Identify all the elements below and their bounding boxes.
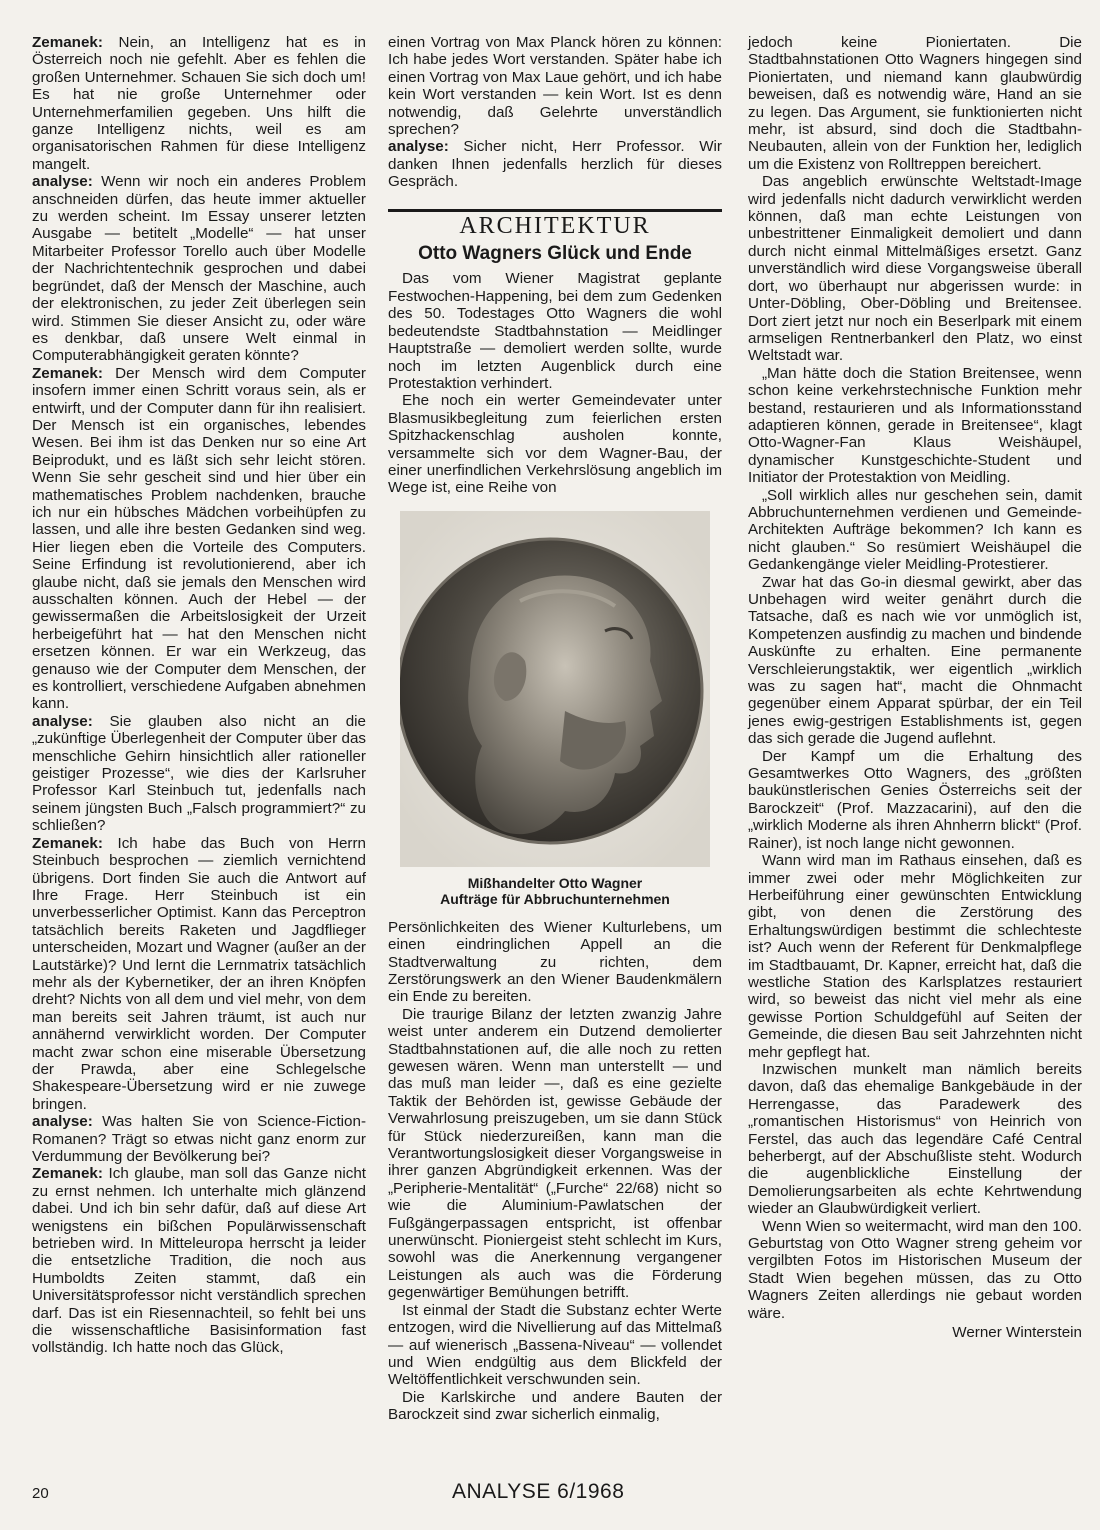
speaker-label: Zemanek: — [32, 834, 103, 852]
page-number: 20 — [32, 1485, 49, 1502]
article-paragraph: „Man hätte doch die Station Breitensee, wenn schon keine verkehrstechnische Funktion mehr bestand, restaurieren und als Informationsstand adaptieren können, gerade in Breitensee“, klagt Otto-Wagner-Fan Klaus Weishäupel, dynamischer Kunstgeschichte-Student und Initiator der Protestaktion von Meidling. — [748, 364, 1082, 487]
interview-paragraph — [32, 1165, 366, 1356]
caption-line-1: Mißhandelter Otto Wagner — [467, 874, 643, 891]
interview-paragraph — [32, 365, 366, 713]
article-paragraph: Ehe noch ein werter Gemeindevater unter Blasmusikbegleitung zum feierlichen ersten Spitzhackenschlag ausholen konnte, versammelte sich vor dem Wagner-Bau, der einer unerfindlichen Verkehrslösung angeblich im Wege ist, eine Reihe von — [388, 392, 722, 497]
architecture-column — [388, 34, 722, 1424]
paragraph-text: Ich glaube, man soll das Ganze nicht zu ernst nehmen. Ich unterhalte mich glänzend dabei. Und ich bin sehr dafür, daß auf diese Art wenigstens ein bißchen Populärwissenschaft betrieben wird. In Mitteleuropa herrscht ja leider die entsetzliche Tradition, die noch aus Humboldts Zeiten stammt, daß ein Universitätsprofessor nicht verständlich sprechen darf. Das ist ein Riesennachteil, so fehlt bei uns die wissenschaftliche Basisinformation fast vollständig. Ich hatte noch das Glück, — [32, 1165, 366, 1357]
medallion-portrait-image — [400, 511, 710, 867]
article-body-col3 — [748, 34, 1082, 1341]
interview-paragraph — [388, 138, 722, 190]
speaker-label: analyse: — [32, 1113, 93, 1131]
article-paragraph: Das vom Wiener Magistrat geplante Festwochen-Happening, bei dem zum Gedenken des 50. Todestages Otto Wagners die wohl bedeutendste Stadtbahnstation — Meidlinger Hauptstraße — demoliert werden sollte, wurde noch im letzten Augenblick durch eine Protestaktion verhindert. — [388, 270, 722, 392]
interview-column — [32, 34, 366, 1357]
article-paragraph: „Soll wirklich alles nur geschehen sein, damit Abbruchunternehmen verdienen und Gemeinde-Architekten Aufträge bekommen? Ich kann es nicht glauben.“ So resümiert Weishäupel die Gedankengänge vieler Meidling-Protestierer. — [748, 486, 1082, 574]
paragraph-text: Wenn wir noch ein anderes Problem anschneiden dürfen, das heute immer aktueller zu werden scheint. Im Essay unserer letzten Ausgabe — betitelt „Modelle“ — hat unser Mitarbeiter Professor Torello auch über Modelle der Nachrichtentechnik gesprochen und dabei begründet, daß der Mensch der Maschine, auch der elektronischen, zu jeder Zeit überlegen sein wird. Stimmen Sie dieser Ansicht zu, oder wäre es denkbar, daß unsere Welt einmal in Computerabhängigkeit geraten könnte? — [32, 173, 366, 365]
author-signature: Werner Winterstein — [952, 1324, 1082, 1342]
paragraph-text: Der Mensch wird dem Computer insofern immer einen Schritt voraus sein, als er entwirft, und der Computer dann für ihn realisiert. Der Mensch ist ein organisches, lebendes Wesen. Bei ihm ist das Denken nur so eine Art Beiprodukt, und es läßt sich sehr leicht stören. Wenn Sie sehr gescheit sind und hier über ein mathematisches Problem nachdenken, brauche ich nur ein hübsches Mädchen vorbeihüpfen zu lassen, und alle ihre besten Gedanken sind weg. Hier liegen eben die Vorteile des Computers. Seine Erfindung ist revolutionierend, aber ich glaube nicht, daß sie jemals den Menschen wird ausschalten können. Auch der Hebel — der gewissermaßen die Arbeitslosigkeit der Urzeit herbeigeführt hat — hat den Menschen nicht ersetzen können. Er war ein Werkzeug, das genauso wie der Computer dem Menschen, der es kontrolliert, verschiedene Aufgaben abnehmen kann. — [32, 364, 366, 713]
article-paragraph: Persönlichkeiten des Wiener Kulturlebens, um einen eindringlichen Appell an die Stadtverwaltung zu richten, dem Zerstörungswerk an den Wiener Baudenkmälern ein Ende zu bereiten. — [388, 918, 722, 1006]
interview-paragraph — [32, 1113, 366, 1165]
article-paragraph: Ist einmal der Stadt die Substanz echter Werte entzogen, wird die Nivellierung auf das Mittelmaß — auf wienerisch „Bassena-Niveau“ — vollendet und Wien endgültig aus dem Blickfeld der Weltöffentlichkeit verschwunden sein. — [388, 1301, 722, 1389]
section-divider — [388, 209, 722, 212]
paragraph-text: einen Vortrag von Max Planck hören zu können: Ich habe jedes Wort verstanden. Später habe ich einen Vortrag von Max Laue gehört, und ich habe kein Wort verstanden — kein Wort. Ist es denn notwendig, daß Gelehrte unverständlich sprechen? — [388, 34, 722, 139]
interview-paragraph — [32, 173, 366, 364]
interview-paragraph — [388, 34, 722, 138]
paragraph-text: Ich habe das Buch von Herrn Steinbuch besprochen — ziemlich vernichtend übrigens. Dort finden Sie auch die Antwort auf Ihre Frage. Herr Steinbuch ist ein unverbesserlicher Optimist. Kann das Perceptron tatsächlich bereits Raketen und Jagdflieger unterscheiden, Mozart und Wagner (außer an der Lautstärke)? Und lernt die Lernmatrix tatsächlich mehr als der Kybernetiker, der an ihren Knöpfen dreht? Nichts von all dem und viel mehr, von dem man bereits seit Jahren träumt, ist auch nur annähernd verwirklicht worden. Der Computer macht zwar schon eine miserable Übersetzung der Prawda, aber eine Schlegelsche Shakespeare-Übersetzung wird er nie zuwege bringen. — [32, 834, 366, 1113]
speaker-label: Zemanek: — [32, 1165, 103, 1183]
speaker-label: analyse: — [388, 138, 449, 156]
article-headline: Otto Wagners Glück und Ende — [418, 243, 692, 265]
paragraph-text: Was halten Sie von Science-Fiction-Romanen? Trägt so etwas nicht ganz enorm zur Verdummung der Bevölkerung bei? — [32, 1113, 366, 1165]
interview-paragraph — [32, 34, 366, 173]
section-title: ARCHITEKTUR — [459, 212, 651, 239]
article-paragraph: Der Kampf um die Erhaltung des Gesamtwerkes Otto Wagners, des „größten baukünstlerischen Genies Österreichs seit der Barockzeit“ (Prof. Mazzacarini), auf den die „wirklich Moderne als ihren Ahnherrn blickt“ (Prof. Rainer), ist noch lange nicht gewonnen. — [748, 747, 1082, 852]
publication-footer: ANALYSE 6/1968 — [452, 1480, 625, 1503]
article-paragraph: Wenn Wien so weitermacht, wird man den 100. Geburtstag von Otto Wagner streng geheim vor vergilbten Fotos im Historischen Museum der Stadt Wien begehen müssen, das zu Otto Wagners Zeiten allerdings nie gebaut worden wäre. — [748, 1217, 1082, 1322]
article-lead — [388, 270, 722, 496]
article-paragraph: Zwar hat das Go-in diesmal gewirkt, aber das Unbehagen wird weiter genährt durch die Tatsache, daß es nach wie vor unmöglich ist, Kompetenzen ausfindig zu machen und bindende Auskünfte zu erhalten. Eine permanente Verschleierungstaktik, wer eigentlich „wirklich was zu sagen hat“, macht die Ohnmacht gegenüber einem Apparat spürbar, der ein Teil jenes ewig-gestrigen Establishments ist, gegen das sich gerade die Jugend auflehnt. — [748, 573, 1082, 748]
article-paragraph: jedoch keine Pioniertaten. Die Stadtbahnstationen Otto Wagners hingegen sind Pioniertaten, und niemand kann glaubwürdig beweisen, daß es notwendig wäre, Hand an sie zu legen. Das Argument, sie funktionierten nicht mehr, ist absurd, sind doch die Stadtbahn-Neubauten, allein von der Funktion her, lediglich um die Existenz von Rolltreppen bereichert. — [748, 34, 1082, 173]
speaker-label: analyse: — [32, 712, 93, 730]
interview-paragraph — [32, 713, 366, 835]
article-paragraph: Die traurige Bilanz der letzten zwanzig Jahre weist unter anderem ein Dutzend demolierter Stadtbahnstationen auf, die alle noch zu retten gewesen wären. Wenn man unterstellt — und das muß man leider —, daß es eine gezielte Taktik der Behörden ist, gewisse Gebäude der Verwahrlosung preiszugeben, um sie dann Stück für Stück niederzureißen, kann man die Verantwortungslosigkeit dieser Vorgangsweise in ihrer ganzen Abgründigkeit erkennen. Was der „Peripherie-Mentalität“ („Furche“ 22/68) nicht so wie die Aluminium-Pawlatschen der Fußgängerpassagen entspricht, ist offenbar unerwünscht. Pioniergeist steht schlecht im Kurs, sowohl was die Anerkennung vergangener Leistungen als auch was die Förderung gegenwärtiger Bemühungen betrifft. — [388, 1005, 722, 1302]
caption-line-2: Aufträge für Abbruchunternehmen — [440, 890, 670, 907]
speaker-label: Zemanek: — [32, 364, 103, 382]
interview-paragraph — [32, 835, 366, 1114]
article-paragraph: Wann wird man im Rathaus einsehen, daß es immer zwei oder mehr Möglichkeiten zur Herbeiführung einer gewünschten Entwicklung gibt, von denen die Zerstörung des Erhaltungswürdigen bestimmt die schlechteste ist? Auch wenn der Referent für Denkmalpflege im Stadtbauamt, Dr. Kapner, erreicht hat, daß die westliche Station des Karlsplatzes restauriert wird, so beweist das nicht viel mehr als eine gewisse Portion Schuldgefühl auf Seiten der Gemeinde, die diesen Bau seit Jahrzehnten nicht mehr gepflegt hat. — [748, 852, 1082, 1061]
speaker-label: analyse: — [32, 173, 93, 191]
paragraph-text: Sicher nicht, Herr Professor. Wir danken Ihnen jedenfalls herzlich für dieses Gespräch. — [388, 138, 722, 191]
interview-continuation — [388, 34, 722, 191]
article-paragraph: Inzwischen munkelt man nämlich bereits davon, daß das ehemalige Bankgebäude in der Herrengasse, das Paradewerk des „romantischen Historismus“ von Heinrich von Ferstel, das auch das legendäre Café Central beherbergt, auf der Abschußliste steht. Wodurch die augenblickliche Einstellung der Demolierungsarbeiten als echte Kehrtwendung wieder an Glaubwürdigkeit verliert. — [748, 1060, 1082, 1218]
article-paragraph: Die Karlskirche und andere Bauten der Barockzeit sind zwar sicherlich einmalig, — [388, 1388, 722, 1424]
photo-caption — [388, 875, 722, 907]
paragraph-text: Nein, an Intelligenz hat es in Österreich noch nie gefehlt. Aber es fehlen die großen Unternehmer. Schauen Sie sich doch um! Es hat nie große Unternehmer oder Unternehmerfamilien gegeben. Uns hilft die ganze Intelligenz nichts, weil es am organisatorischen Rahmen für diese Intelligenz mangelt. — [32, 34, 366, 173]
speaker-label: Zemanek: — [32, 34, 103, 51]
paragraph-text: Sie glauben also nicht an die „zukünftige Überlegenheit der Computer über das menschliche Gehirn hinsichtlich aller rationeller geistiger Prozesse“, wie dies der Karlsruher Professor Karl Steinbuch tut, jedenfalls nach seinem jüngsten Buch „Falsch programmiert?“ zu schließen? — [32, 712, 366, 835]
otto-wagner-medallion-photo — [400, 511, 710, 867]
article-body-col2 — [388, 919, 722, 1424]
article-paragraphs — [748, 34, 1082, 1322]
article-paragraph: Das angeblich erwünschte Weltstadt-Image wird jedenfalls nicht dadurch verwirklicht werden können, daß man echte Leistungen von unbestrittener Einmaligkeit demoliert und dann durch nicht einmal Mittelmäßiges ersetzt. Ganz unverständlich wird diese Vorgangsweise überall dort, wo überhaupt nur abgerissen wurde: in Unter-Döbling, Ober-Döbling und Breitensee. Dort ziert jetzt nur noch ein Beserlpark mit einem armseligen Rentnerbankerl den Platz, wo einst Weltstadt war. — [748, 173, 1082, 365]
